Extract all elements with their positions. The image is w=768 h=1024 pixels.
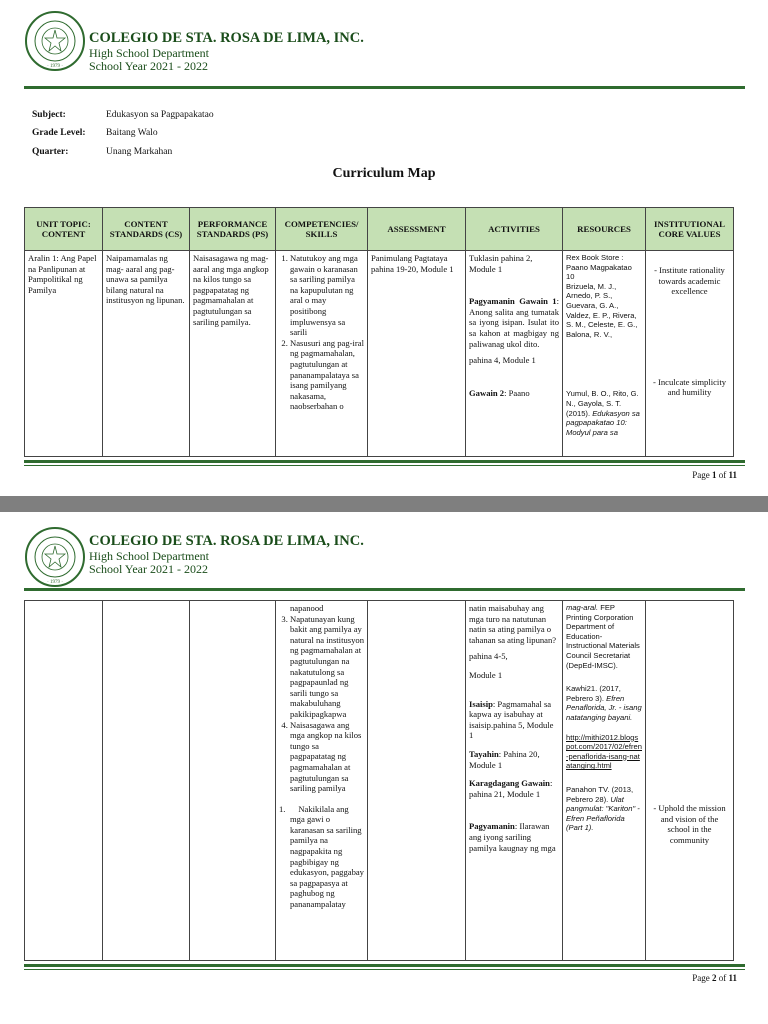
competency-item: 1. Natutukoy ang mga gawain o karanasan sa sariling pamilya na kapupulutan ng aral o may positibong impluwensya sa sarili: [290, 253, 364, 338]
svg-text:· 1979 ·: · 1979 ·: [47, 64, 63, 69]
footer-rule-thin: [24, 969, 745, 970]
meta-quarter: Quarter: Unang Markahan: [32, 147, 173, 157]
cell-content-standards: [103, 601, 190, 961]
competency-item: 3. Napatunayan kung bakit ang pamilya ay natural na institusyon ng pagmamahalan at pagtutulungan na nakatutulong sa pagpapaunlad ng sarili tungo sa makabuluhang pakikipagkapwa: [290, 614, 364, 720]
competency-item: 2. Nasusuri ang pag-iral ng pagmamahalan, pagtutulungan at pananampalataya sa isang pamilyang nakasama, naobserbahan o: [290, 338, 364, 412]
page-number: Page 1 of 11: [692, 470, 737, 480]
footer-rule: [24, 460, 745, 463]
school-year: School Year 2021 - 2022: [89, 562, 208, 576]
cell-resources: mag-aral. FEP Printing Corporation Department of Education-Instructional Materials Council Secretariat (DepEd-IMSC). Kawhi21. (2017, Pebrero 3). Efren Penaflorida, Jr. - isang natatanging bayani. http://mithi2012.blogspot.com/2017/02/efren-penaflorida-isang-natatanging.html Panahon TV. (2013, Pebrero 28). Ulat pangmulat: "Kariton" - Efren Peñaflorida (Part 1).: [563, 601, 646, 961]
page-1: [0, 0, 768, 496]
page-number: Page 2 of 11: [692, 973, 737, 983]
document-title: Curriculum Map: [332, 166, 436, 181]
header-rule: [24, 588, 745, 591]
meta-grade-level: Grade Level: Baitang Walo: [32, 128, 158, 138]
cell-core-values: - Institute rationality towards academic excellence - Inculcate simplicity and humility: [646, 251, 734, 457]
school-year: School Year 2021 - 2022: [89, 59, 208, 73]
col-content-standards: CONTENT STANDARDS (CS): [103, 208, 190, 251]
col-competencies: COMPETENCIES/ SKILLS: [276, 208, 368, 251]
table-row: [25, 251, 734, 457]
cell-assessment: [368, 601, 466, 961]
cell-activities: Tuklasin pahina 2, Module 1 Pagyamanin Gawain 1: Anong salita ang tumatak sa iyong isipan. Isulat ito sa kahon at magbigay ng paliwanag ukol dito. pahina 4, Module 1 Gawain 2: Paano: [466, 251, 563, 457]
svg-text:· 1979 ·: · 1979 ·: [47, 580, 63, 585]
table-row: [25, 601, 734, 961]
footer-rule: [24, 964, 745, 967]
school-name: COLEGIO DE STA. ROSA DE LIMA, INC.: [89, 533, 364, 549]
cell-core-values: - Uphold the mission and vision of the school in the community: [646, 601, 734, 961]
curriculum-map-table-continued: [24, 600, 734, 961]
col-resources: RESOURCES: [563, 208, 646, 251]
cell-unit-topic: [25, 601, 103, 961]
cell-activities: natin maisabuhay ang mga turo na natutunan natin sa ating pamilya o tahanan sa ating lipunan? pahina 4-5, Module 1 Isaisip: Pagmamahal sa kapwa ay isabuhay at isaisip.pahina 5, Module 1 Tayahin: Pahina 20, Module 1 Karagdagang Gawain: pahina 21, Module 1 Pagyamanin: Ilarawan ang iyong sariling pamilya kaugnay ng mga: [466, 601, 563, 961]
cell-resources: Rex Book Store : Paano Magpakatao 10 Brizuela, M. J., Arnedo, P. S., Guevara, G. A., Valdez, E. P., Rivera, S. M., Celeste, E. G., Balona, R. V., Yumul, B. O., Rito, G. N., Gayola, S. T. (2015). Edukasyon sa pagpapakatao 10: Modyul para sa: [563, 251, 646, 457]
page-2: [0, 512, 768, 1024]
col-performance-standards: PERFORMANCE STANDARDS (PS): [190, 208, 276, 251]
school-seal-icon: [24, 10, 86, 72]
resource-link[interactable]: http://mithi2012.blogspot.com/2017/02/efren-penaflorida-isang-natatanging.html: [566, 732, 642, 771]
cell-competencies: napanood 3. Napatunayan kung bakit ang pamilya ay natural na institusyon ng pagmamahalan at pagtutulungan na nakatutulong sa pagpapaunlad ng sarili tungo sa makabuluhang pakikipagkapwa 4. Naisasagawa ang mga angkop na kilos tungo sa pagpapatatag ng pagmamahalan at pagtutulungan sa sariling pamilya 1. Nakikilala ang mga gawi o karanasan sa sariling pamilya na nagpapakita ng pagbibigay ng edukasyon, paggabay sa pagpapasya at paghubog ng pananampalatay: [276, 601, 368, 961]
cell-performance-standards: Naisasagawa ng mag- aaral ang mga angkop na kilos tungo sa pagpapatatag ng pagmamahalan at pagtutulungan sa sariling pamilya.: [190, 251, 276, 457]
footer-rule-thin: [24, 465, 745, 466]
school-name: COLEGIO DE STA. ROSA DE LIMA, INC.: [89, 30, 364, 46]
meta-subject: Subject: Edukasyon sa Pagpapakatao: [32, 110, 214, 120]
competency-item: 4. Naisasagawa ang mga angkop na kilos tungo sa pagpapatatag ng pagmamahalan at pagtutulungan sa sariling pamilya: [290, 720, 364, 794]
cell-competencies: [276, 251, 368, 457]
col-assessment: ASSESSMENT: [368, 208, 466, 251]
school-seal-icon: [24, 526, 86, 588]
curriculum-map-table: [24, 207, 734, 457]
department: High School Department: [89, 46, 209, 60]
col-activities: ACTIVITIES: [466, 208, 563, 251]
cell-performance-standards: [190, 601, 276, 961]
competency-item: 1. Nakikilala ang mga gawi o karanasan sa sariling pamilya na nagpapakita ng pagbibigay ng edukasyon, paggabay sa pagpapasya at paghubog ng pananampalatay: [279, 803, 364, 910]
col-core-values: INSTITUTIONAL CORE VALUES: [646, 208, 734, 251]
cell-assessment: Panimulang Pagtataya pahina 19-20, Module 1: [368, 251, 466, 457]
col-unit-topic: UNIT TOPIC: CONTENT: [25, 208, 103, 251]
cell-unit-topic: Aralin 1: Ang Papel na Panlipunan at Pampolitikal ng Pamilya: [25, 251, 103, 457]
header-rule: [24, 86, 745, 89]
cell-content-standards: Naipamamalas ng mag- aaral ang pag-unawa sa pamilya bilang natural na institusyon ng lipunan.: [103, 251, 190, 457]
department: High School Department: [89, 549, 209, 563]
